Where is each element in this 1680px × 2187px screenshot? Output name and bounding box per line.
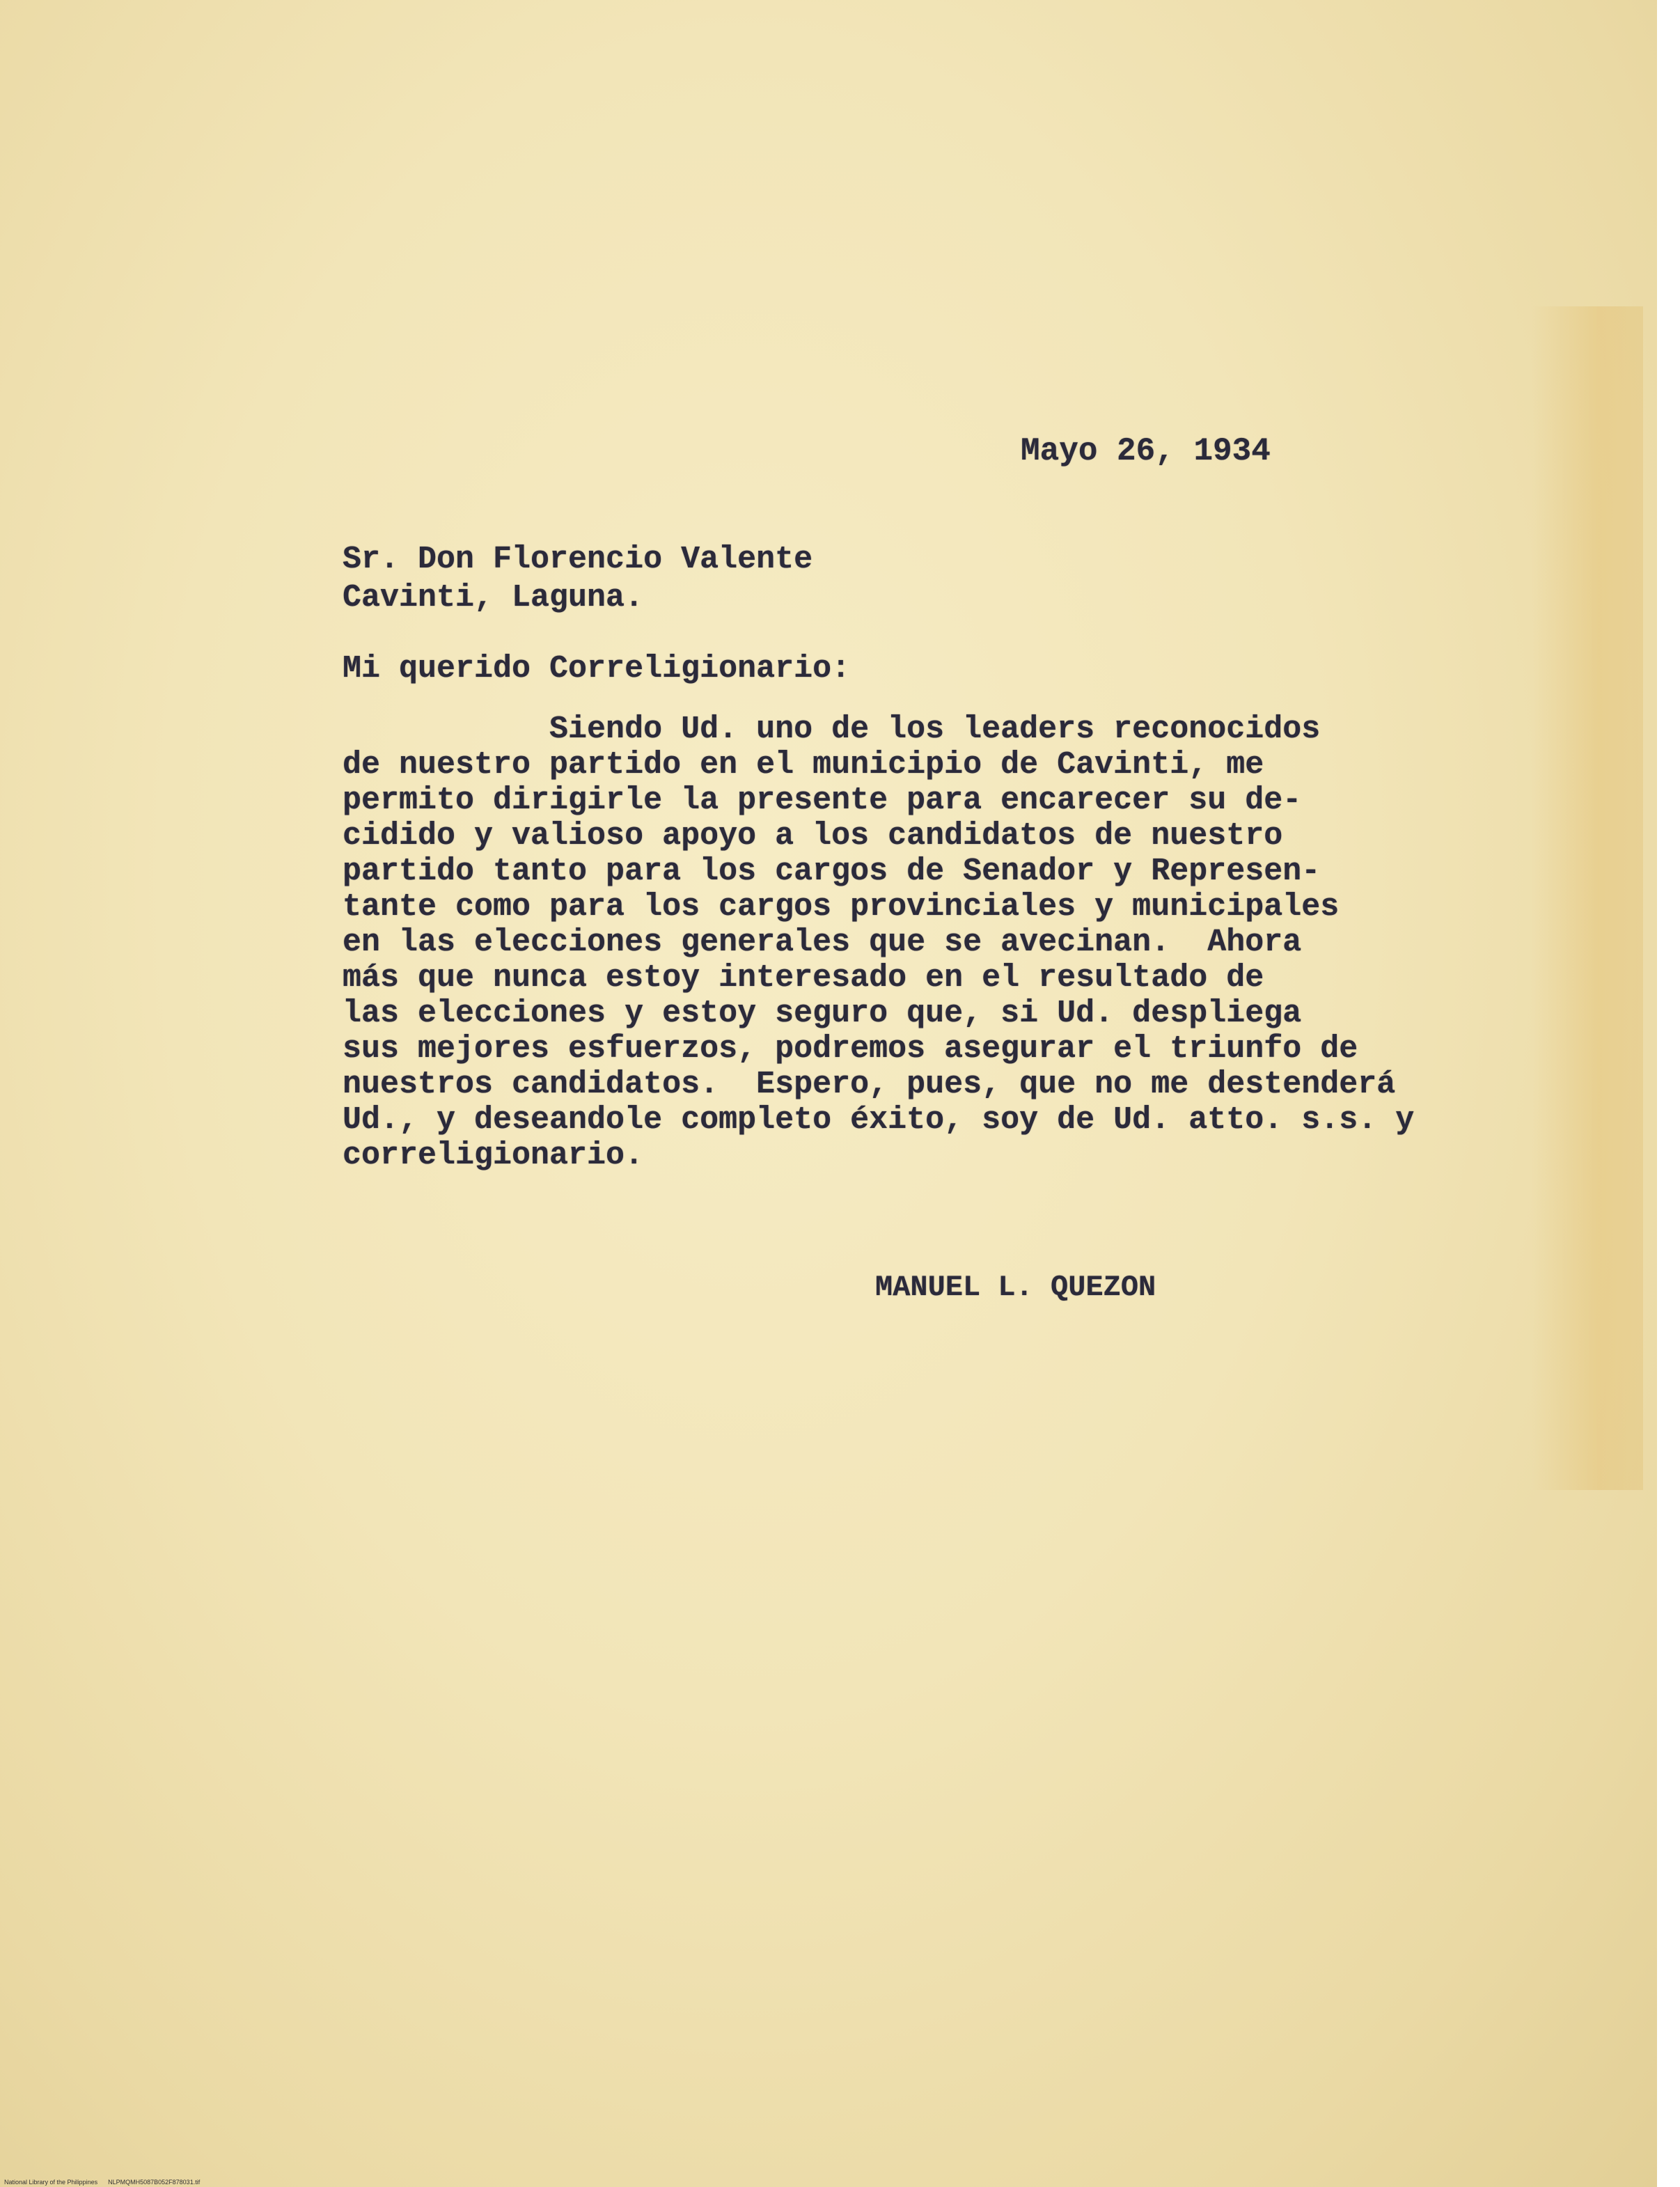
file-name: NLPMQMH5087B052F878031.tif bbox=[108, 2179, 201, 2186]
body-line: Ud., y deseandole completo éxito, soy de Ud. atto. s.s. y bbox=[343, 1102, 1415, 1138]
body-line: permito dirigirle la presente para encarecer su de- bbox=[343, 783, 1302, 818]
body-line: nuestros candidatos. Espero, pues, que no me destenderá bbox=[343, 1067, 1396, 1102]
recipient-location: Cavinti, Laguna. bbox=[343, 580, 644, 616]
signature-name: MANUEL L. QUEZON bbox=[875, 1271, 1156, 1304]
body-line: cidido y valioso apoyo a los candidatos de nuestro bbox=[343, 818, 1283, 854]
body-line: en las elecciones generales que se avecinan. Ahora bbox=[343, 925, 1302, 960]
body-line: tante como para los cargos provinciales y municipales bbox=[343, 889, 1340, 925]
salutation: Mi querido Correligionario: bbox=[343, 651, 851, 687]
recipient-name: Sr. Don Florencio Valente bbox=[343, 542, 813, 577]
body-line: las elecciones y estoy seguro que, si Ud. despliega bbox=[343, 996, 1302, 1031]
archive-credit: National Library of the Philippines bbox=[4, 2179, 98, 2186]
paper-stain bbox=[1532, 306, 1643, 1490]
letter-date: Mayo 26, 1934 bbox=[1021, 433, 1271, 469]
scan-margin bbox=[1657, 0, 1680, 2187]
body-line: correligionario. bbox=[343, 1138, 644, 1173]
body-line: partido tanto para los cargos de Senador y Represen- bbox=[343, 854, 1321, 889]
body-line: más que nunca estoy interesado en el resultado de bbox=[343, 960, 1264, 996]
body-line: de nuestro partido en el municipio de Cavinti, me bbox=[343, 747, 1264, 783]
body-line: sus mejores esfuerzos, podremos asegurar el triunfo de bbox=[343, 1031, 1358, 1067]
body-line: Siendo Ud. uno de los leaders reconocidos bbox=[343, 712, 1321, 747]
archive-footer bbox=[4, 2179, 200, 2186]
